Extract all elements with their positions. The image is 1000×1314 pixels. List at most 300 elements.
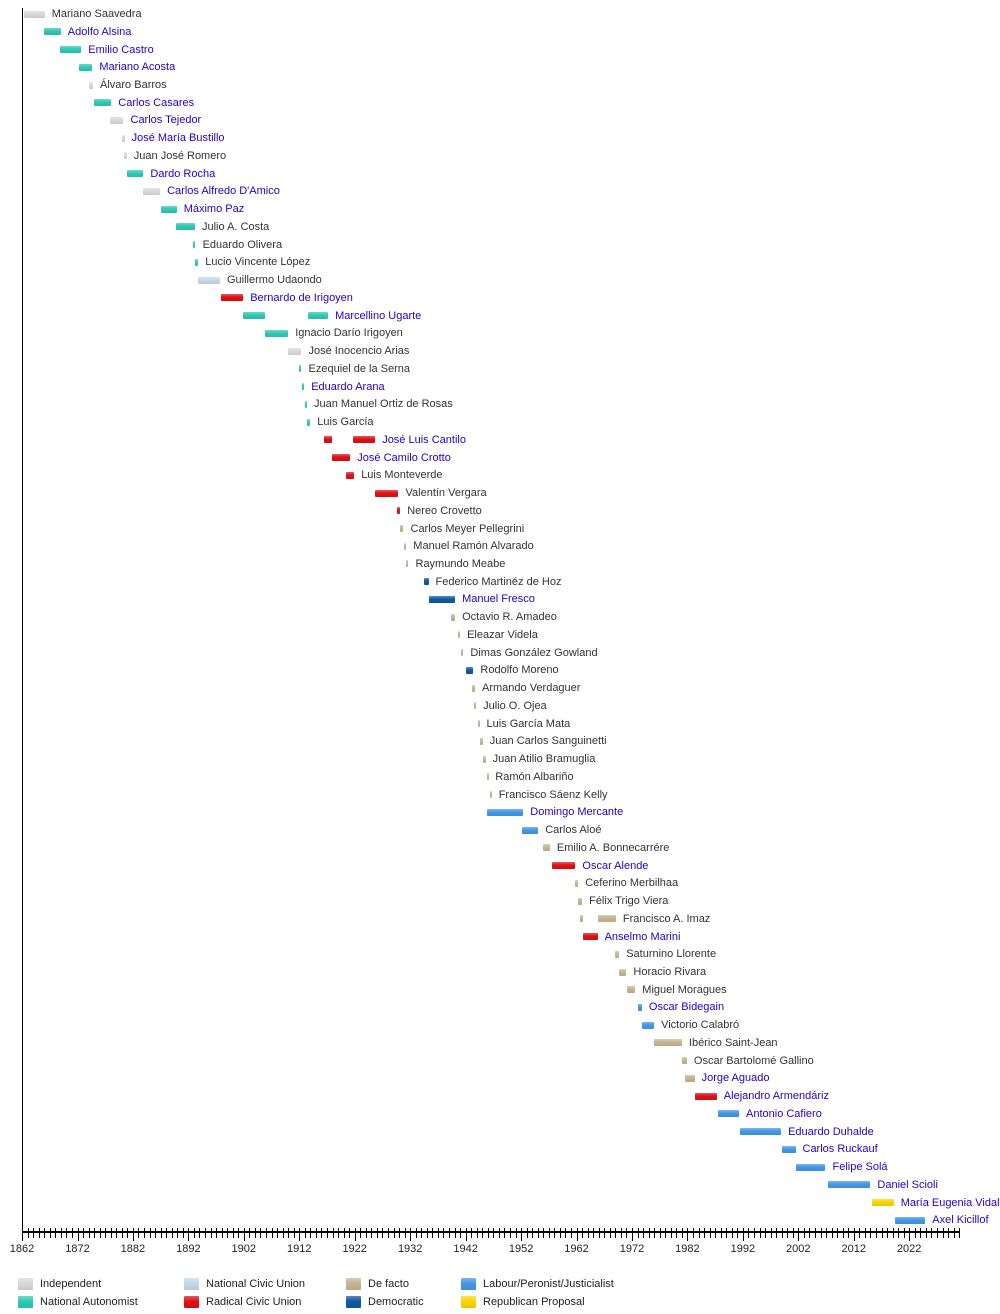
governor-label: Dimas González Gowland bbox=[470, 646, 598, 659]
governor-label[interactable]: Máximo Paz bbox=[183, 203, 245, 216]
x-axis-minor-tick bbox=[471, 1228, 472, 1238]
x-axis-minor-tick bbox=[66, 1228, 67, 1238]
governor-label[interactable]: Dardo Rocha bbox=[150, 167, 216, 180]
x-axis-minor-tick bbox=[565, 1228, 566, 1238]
governor-label: Oscar Bartolomé Gallino bbox=[693, 1054, 814, 1067]
governor-label[interactable]: Carlos Ruckauf bbox=[802, 1143, 878, 1156]
governor-label: Juan Atilio Bramuglia bbox=[492, 753, 596, 766]
governor-label[interactable]: Domingo Mercante bbox=[530, 806, 624, 819]
governor-label: Horacio Rivara bbox=[633, 966, 707, 978]
term-bar bbox=[332, 454, 350, 461]
x-axis-minor-tick bbox=[737, 1228, 738, 1238]
term-bar bbox=[895, 1217, 926, 1224]
x-axis-tick-label: 1912 bbox=[287, 1243, 312, 1255]
x-axis-minor-tick bbox=[915, 1228, 916, 1238]
governor-label: Luis García bbox=[317, 416, 374, 428]
x-axis-minor-tick bbox=[371, 1228, 372, 1238]
term-bar bbox=[638, 1004, 642, 1011]
x-axis-minor-tick bbox=[621, 1228, 622, 1238]
governor-label: Francisco A. Imaz bbox=[622, 912, 711, 925]
x-axis-minor-tick bbox=[399, 1228, 400, 1238]
x-axis-tick-label: 2002 bbox=[786, 1243, 811, 1255]
term-bar bbox=[122, 135, 124, 142]
x-axis-minor-tick bbox=[455, 1228, 456, 1238]
term-bar bbox=[161, 206, 177, 213]
x-axis-minor-tick bbox=[482, 1228, 483, 1238]
x-axis-minor-tick bbox=[582, 1228, 583, 1238]
x-axis-minor-tick bbox=[249, 1228, 250, 1238]
governor-label: Armando Verdaguer bbox=[482, 682, 581, 695]
x-axis-minor-tick bbox=[516, 1228, 517, 1238]
governor-label[interactable]: Jorge Aguado bbox=[701, 1072, 770, 1085]
term-bar bbox=[718, 1110, 739, 1117]
term-bar bbox=[478, 720, 480, 727]
x-axis-major-tick bbox=[854, 1228, 855, 1241]
x-axis-minor-tick bbox=[527, 1228, 528, 1238]
x-axis-minor-tick bbox=[704, 1228, 705, 1238]
x-axis-minor-tick bbox=[460, 1228, 461, 1238]
governor-label: Félix Trigo Viera bbox=[589, 895, 669, 907]
x-axis-minor-tick bbox=[360, 1228, 361, 1238]
term-bar bbox=[522, 827, 539, 834]
x-axis-tick-label: 2012 bbox=[841, 1243, 867, 1255]
x-axis-major-tick bbox=[798, 1228, 799, 1241]
x-axis-minor-tick bbox=[821, 1228, 822, 1238]
x-axis-minor-tick bbox=[865, 1228, 866, 1238]
governor-label[interactable]: Antonio Cafiero bbox=[746, 1107, 822, 1120]
x-axis-minor-tick bbox=[83, 1228, 84, 1238]
governor-label: Octavio R. Amadeo bbox=[462, 611, 557, 624]
x-axis-minor-tick bbox=[277, 1228, 278, 1238]
term-bar bbox=[543, 844, 550, 851]
x-axis-minor-tick bbox=[848, 1228, 849, 1238]
x-axis-major-tick bbox=[188, 1228, 189, 1241]
x-axis-minor-tick bbox=[748, 1228, 749, 1238]
x-axis-minor-tick bbox=[721, 1228, 722, 1238]
x-axis-minor-tick bbox=[571, 1228, 572, 1238]
x-axis-minor-tick bbox=[310, 1228, 311, 1238]
x-axis-minor-tick bbox=[233, 1228, 234, 1238]
x-axis-major-tick bbox=[632, 1228, 633, 1241]
x-axis-minor-tick bbox=[504, 1228, 505, 1238]
term-bar bbox=[110, 117, 123, 124]
x-axis-major-tick bbox=[410, 1228, 411, 1241]
term-bar bbox=[353, 436, 375, 443]
x-axis-minor-tick bbox=[227, 1228, 228, 1238]
x-axis-minor-tick bbox=[205, 1228, 206, 1238]
governor-label: Raymundo Meabe bbox=[415, 557, 506, 570]
governor-label: Álvaro Barros bbox=[100, 79, 167, 91]
term-bar bbox=[307, 419, 310, 426]
x-axis-minor-tick bbox=[776, 1228, 777, 1238]
x-axis-minor-tick bbox=[549, 1228, 550, 1238]
term-bar bbox=[176, 223, 195, 230]
x-axis-minor-tick bbox=[843, 1228, 844, 1238]
term-bar bbox=[221, 294, 244, 301]
legend-swatch-pro bbox=[461, 1296, 476, 1308]
x-axis-minor-tick bbox=[61, 1228, 62, 1238]
term-bar bbox=[872, 1199, 894, 1206]
x-axis-major-tick bbox=[78, 1228, 79, 1241]
x-axis-major-tick bbox=[299, 1228, 300, 1241]
x-axis-minor-tick bbox=[305, 1228, 306, 1238]
x-axis-minor-tick bbox=[654, 1228, 655, 1238]
governor-label: Carlos Meyer Pellegrini bbox=[410, 522, 525, 535]
governor-label: Julio O. Ojea bbox=[483, 699, 547, 712]
governor-label: Ramón Albariño bbox=[495, 770, 574, 783]
x-axis-minor-tick bbox=[116, 1228, 117, 1238]
term-bar bbox=[424, 578, 429, 585]
x-axis-minor-tick bbox=[809, 1228, 810, 1238]
term-bar bbox=[302, 383, 304, 390]
x-axis-tick-label: 1992 bbox=[730, 1243, 756, 1255]
governor-label: Juan José Romero bbox=[133, 149, 227, 162]
x-axis-minor-tick bbox=[194, 1228, 195, 1238]
x-axis-minor-tick bbox=[815, 1228, 816, 1238]
x-axis-minor-tick bbox=[283, 1228, 284, 1238]
x-axis-major-tick bbox=[743, 1228, 744, 1241]
x-axis-minor-tick bbox=[294, 1228, 295, 1238]
x-axis-minor-tick bbox=[926, 1228, 927, 1238]
x-axis-minor-tick bbox=[787, 1228, 788, 1238]
term-bar bbox=[782, 1146, 796, 1153]
governor-label[interactable]: Bernardo de Irigoyen bbox=[250, 291, 353, 304]
governor-label[interactable]: Manuel Fresco bbox=[462, 593, 535, 606]
x-axis-minor-tick bbox=[488, 1228, 489, 1238]
x-axis-tick-label: 1862 bbox=[9, 1243, 35, 1255]
x-axis-minor-tick bbox=[432, 1228, 433, 1238]
x-axis-minor-tick bbox=[211, 1228, 212, 1238]
term-bar bbox=[828, 1181, 870, 1188]
governor-label: Julio A. Costa bbox=[202, 220, 270, 233]
governor-label: José Inocencio Arias bbox=[308, 345, 410, 358]
x-axis-minor-tick bbox=[94, 1228, 95, 1238]
x-axis-minor-tick bbox=[898, 1228, 899, 1238]
governor-label: Miguel Moragues bbox=[642, 983, 727, 996]
x-axis-minor-tick bbox=[543, 1228, 544, 1238]
x-axis-tick-label: 1872 bbox=[65, 1243, 90, 1255]
legend-swatch-independent bbox=[18, 1278, 33, 1290]
x-axis-minor-tick bbox=[882, 1228, 883, 1238]
x-axis-major-tick bbox=[355, 1228, 356, 1241]
term-bar bbox=[480, 738, 483, 745]
x-axis-minor-tick bbox=[255, 1228, 256, 1238]
governor-label[interactable]: Adolfo Alsina bbox=[67, 25, 132, 38]
x-axis-tick-label: 1922 bbox=[342, 1243, 367, 1255]
term-bar bbox=[583, 933, 598, 940]
x-axis-tick-label: 2022 bbox=[896, 1243, 922, 1255]
x-axis-minor-tick bbox=[327, 1228, 328, 1238]
term-bar bbox=[575, 880, 578, 887]
x-axis-minor-tick bbox=[682, 1228, 683, 1238]
term-bar bbox=[598, 915, 616, 922]
legend-label: Labour/Peronist/Justicialist bbox=[483, 1278, 614, 1290]
x-axis-minor-tick bbox=[316, 1228, 317, 1238]
x-axis-minor-tick bbox=[100, 1228, 101, 1238]
x-axis-minor-tick bbox=[959, 1228, 960, 1238]
legend-label: Independent bbox=[40, 1278, 102, 1290]
x-axis-minor-tick bbox=[937, 1228, 938, 1238]
x-axis-minor-tick bbox=[604, 1228, 605, 1238]
x-axis-minor-tick bbox=[321, 1228, 322, 1238]
governor-label: Valentín Vergara bbox=[405, 487, 487, 499]
governor-label: Federico Martinéz de Hoz bbox=[435, 575, 562, 588]
term-bar bbox=[487, 809, 523, 816]
legend-label: National Autonomist bbox=[40, 1296, 138, 1308]
x-axis-minor-tick bbox=[344, 1228, 345, 1238]
x-axis-tick-label: 1972 bbox=[619, 1243, 645, 1255]
term-bar bbox=[483, 756, 486, 763]
term-bar bbox=[324, 436, 332, 443]
x-axis-minor-tick bbox=[377, 1228, 378, 1238]
x-axis-minor-tick bbox=[726, 1228, 727, 1238]
term-bar bbox=[466, 667, 473, 674]
term-bar bbox=[288, 348, 301, 355]
x-axis-minor-tick bbox=[693, 1228, 694, 1238]
x-axis-minor-tick bbox=[172, 1228, 173, 1238]
term-bar bbox=[44, 28, 61, 35]
x-axis-minor-tick bbox=[72, 1228, 73, 1238]
x-axis-minor-tick bbox=[421, 1228, 422, 1238]
governor-label[interactable]: Eduardo Arana bbox=[311, 380, 385, 393]
x-axis-minor-tick bbox=[183, 1228, 184, 1238]
governor-label[interactable]: Emilio Castro bbox=[88, 43, 154, 56]
governor-label[interactable]: María Eugenia Vidal bbox=[900, 1196, 1000, 1209]
term-bar bbox=[627, 986, 635, 993]
term-bar bbox=[695, 1093, 717, 1100]
x-axis-minor-tick bbox=[660, 1228, 661, 1238]
governor-label: Juan Manuel Ortiz de Rosas bbox=[314, 398, 453, 411]
governor-label[interactable]: Axel Kicillof bbox=[932, 1214, 989, 1227]
governor-label[interactable]: Anselmo Marini bbox=[604, 930, 681, 943]
term-bar bbox=[654, 1039, 682, 1046]
term-bar bbox=[552, 862, 575, 869]
x-axis-minor-tick bbox=[837, 1228, 838, 1238]
x-axis-minor-tick bbox=[671, 1228, 672, 1238]
x-axis-minor-tick bbox=[50, 1228, 51, 1238]
x-axis-minor-tick bbox=[626, 1228, 627, 1238]
x-axis-minor-tick bbox=[715, 1228, 716, 1238]
x-axis-minor-tick bbox=[333, 1228, 334, 1238]
x-axis-minor-tick bbox=[870, 1228, 871, 1238]
x-axis-tick-label: 1942 bbox=[453, 1243, 478, 1255]
x-axis-minor-tick bbox=[55, 1228, 56, 1238]
term-bar bbox=[472, 685, 475, 692]
governor-label[interactable]: Marcellino Ugarte bbox=[335, 309, 422, 322]
x-axis-minor-tick bbox=[599, 1228, 600, 1238]
term-bar bbox=[124, 152, 127, 159]
x-axis-minor-tick bbox=[532, 1228, 533, 1238]
x-axis-minor-tick bbox=[793, 1228, 794, 1238]
x-axis-minor-tick bbox=[382, 1228, 383, 1238]
governor-label: Eleazar Videla bbox=[467, 628, 538, 641]
governor-label[interactable]: Oscar Alende bbox=[582, 859, 649, 872]
x-axis-minor-tick bbox=[394, 1228, 395, 1238]
x-axis-minor-tick bbox=[105, 1228, 106, 1238]
legend-swatch-peronist bbox=[461, 1278, 476, 1290]
x-axis-minor-tick bbox=[887, 1228, 888, 1238]
term-bar bbox=[195, 259, 198, 266]
x-axis-minor-tick bbox=[272, 1228, 273, 1238]
x-axis-minor-tick bbox=[782, 1228, 783, 1238]
legend-label: Democratic bbox=[368, 1296, 424, 1308]
term-bar bbox=[451, 614, 455, 621]
term-bar bbox=[375, 490, 398, 497]
x-axis-minor-tick bbox=[771, 1228, 772, 1238]
governor-label: Juan Carlos Sanguinetti bbox=[489, 735, 607, 748]
x-axis-major-tick bbox=[909, 1228, 910, 1241]
governor-label: Ezequiel de la Serna bbox=[308, 362, 411, 375]
x-axis-minor-tick bbox=[510, 1228, 511, 1238]
x-axis-minor-tick bbox=[699, 1228, 700, 1238]
legend-label: De facto bbox=[368, 1278, 409, 1290]
x-axis-minor-tick bbox=[765, 1228, 766, 1238]
x-axis-minor-tick bbox=[89, 1228, 90, 1238]
legend-label: Republican Proposal bbox=[483, 1296, 585, 1308]
x-axis-minor-tick bbox=[111, 1228, 112, 1238]
x-axis-minor-tick bbox=[144, 1228, 145, 1238]
governor-label: Mariano Saavedra bbox=[51, 8, 142, 20]
governor-label[interactable]: Carlos Alfredo D'Amico bbox=[167, 185, 280, 198]
x-axis-minor-tick bbox=[166, 1228, 167, 1238]
governor-label: Luis García Mata bbox=[486, 717, 571, 730]
term-bar bbox=[308, 312, 329, 319]
term-bar bbox=[127, 170, 144, 177]
x-axis-minor-tick bbox=[127, 1228, 128, 1238]
x-axis-minor-tick bbox=[138, 1228, 139, 1238]
governor-label: Saturnino Llorente bbox=[626, 948, 717, 961]
x-axis-minor-tick bbox=[260, 1228, 261, 1238]
term-bar bbox=[400, 525, 404, 532]
term-bar bbox=[740, 1128, 782, 1135]
x-axis-major-tick bbox=[22, 1228, 23, 1241]
x-axis-minor-tick bbox=[161, 1228, 162, 1238]
x-axis-minor-tick bbox=[366, 1228, 367, 1238]
term-bar bbox=[346, 472, 354, 479]
governor-label[interactable]: Carlos Tejedor bbox=[130, 114, 202, 127]
legend-swatch-democratic bbox=[346, 1296, 361, 1308]
x-axis-minor-tick bbox=[266, 1228, 267, 1238]
governor-label: Lucio Vincente López bbox=[205, 256, 311, 269]
governor-label: Francisco Sáenz Kelly bbox=[498, 788, 608, 801]
term-bar bbox=[243, 312, 265, 319]
x-axis-minor-tick bbox=[931, 1228, 932, 1238]
x-axis-tick-label: 1932 bbox=[397, 1243, 423, 1255]
x-axis-minor-tick bbox=[643, 1228, 644, 1238]
x-axis-minor-tick bbox=[538, 1228, 539, 1238]
x-axis-minor-tick bbox=[222, 1228, 223, 1238]
x-axis-minor-tick bbox=[649, 1228, 650, 1238]
x-axis-minor-tick bbox=[28, 1228, 29, 1238]
x-axis-minor-tick bbox=[593, 1228, 594, 1238]
x-axis-minor-tick bbox=[710, 1228, 711, 1238]
term-bar bbox=[796, 1164, 826, 1171]
governor-label[interactable]: Alejandro Armendáriz bbox=[723, 1090, 829, 1103]
x-axis-minor-tick bbox=[150, 1228, 151, 1238]
x-axis-minor-tick bbox=[948, 1228, 949, 1238]
term-bar bbox=[682, 1057, 687, 1064]
x-axis-minor-tick bbox=[560, 1228, 561, 1238]
x-axis-major-tick bbox=[133, 1228, 134, 1241]
y-axis-line bbox=[22, 8, 23, 1234]
legend-swatch-autonomist bbox=[18, 1296, 33, 1308]
governor-label[interactable]: Carlos Casares bbox=[118, 96, 195, 109]
x-axis-minor-tick bbox=[760, 1228, 761, 1238]
legend-swatch-defacto bbox=[346, 1278, 361, 1290]
x-axis-minor-tick bbox=[493, 1228, 494, 1238]
governor-label: Manuel Ramón Alvarado bbox=[413, 540, 534, 553]
x-axis-minor-tick bbox=[876, 1228, 877, 1238]
x-axis-minor-tick bbox=[499, 1228, 500, 1238]
x-axis-minor-tick bbox=[388, 1228, 389, 1238]
x-axis-minor-tick bbox=[615, 1228, 616, 1238]
term-bar bbox=[487, 773, 489, 780]
x-axis-major-tick bbox=[244, 1228, 245, 1241]
term-bar bbox=[198, 277, 220, 284]
governor-label[interactable]: José Camilo Crotto bbox=[357, 451, 451, 464]
term-bar bbox=[397, 507, 400, 514]
governor-label[interactable]: Oscar Bidegain bbox=[648, 1001, 725, 1014]
x-axis-minor-tick bbox=[610, 1228, 611, 1238]
term-bar bbox=[305, 401, 307, 408]
x-axis-minor-tick bbox=[754, 1228, 755, 1238]
x-axis-minor-tick bbox=[288, 1228, 289, 1238]
governor-label: Ignacio Darío Irigoyen bbox=[295, 327, 403, 340]
x-axis-minor-tick bbox=[554, 1228, 555, 1238]
x-axis-minor-tick bbox=[676, 1228, 677, 1238]
governor-label[interactable]: José Luis Cantilo bbox=[382, 433, 466, 446]
term-bar bbox=[474, 702, 476, 709]
term-bar bbox=[89, 82, 93, 89]
governor-label[interactable]: Eduardo Duhalde bbox=[788, 1125, 874, 1138]
x-axis-minor-tick bbox=[920, 1228, 921, 1238]
x-axis-tick-label: 1982 bbox=[675, 1243, 700, 1255]
term-bar bbox=[619, 969, 626, 976]
term-bar bbox=[60, 46, 81, 53]
term-bar bbox=[265, 330, 288, 337]
governor-label: Carlos Aloé bbox=[545, 824, 602, 836]
term-bar bbox=[94, 99, 112, 106]
x-axis-minor-tick bbox=[893, 1228, 894, 1238]
governor-label[interactable]: Mariano Acosta bbox=[99, 61, 176, 74]
x-axis-minor-tick bbox=[44, 1228, 45, 1238]
legend-label: Radical Civic Union bbox=[206, 1296, 302, 1308]
governor-label[interactable]: José María Bustillo bbox=[131, 132, 225, 145]
legend-swatch-ncu bbox=[184, 1278, 199, 1290]
term-bar bbox=[299, 365, 302, 372]
x-axis-minor-tick bbox=[216, 1228, 217, 1238]
term-bar bbox=[490, 791, 492, 798]
x-axis-minor-tick bbox=[477, 1228, 478, 1238]
x-axis-minor-tick bbox=[349, 1228, 350, 1238]
x-axis-minor-tick bbox=[449, 1228, 450, 1238]
x-axis-minor-tick bbox=[443, 1228, 444, 1238]
x-axis-minor-tick bbox=[405, 1228, 406, 1238]
governor-label: Rodolfo Moreno bbox=[480, 664, 559, 677]
governor-label[interactable]: Felipe Solá bbox=[832, 1161, 888, 1174]
term-bar bbox=[461, 649, 463, 656]
x-axis-minor-tick bbox=[177, 1228, 178, 1238]
x-axis-minor-tick bbox=[954, 1228, 955, 1238]
x-axis-minor-tick bbox=[199, 1228, 200, 1238]
term-bar bbox=[458, 631, 460, 638]
x-axis-major-tick bbox=[466, 1228, 467, 1241]
governor-label[interactable]: Daniel Scioli bbox=[877, 1178, 938, 1191]
governor-label: Ceferino Merbilhaa bbox=[585, 877, 679, 890]
governor-label: Nereo Crovetto bbox=[407, 504, 482, 517]
x-axis-tick-label: 1882 bbox=[120, 1243, 146, 1255]
governor-label: Eduardo Olivera bbox=[202, 238, 283, 251]
